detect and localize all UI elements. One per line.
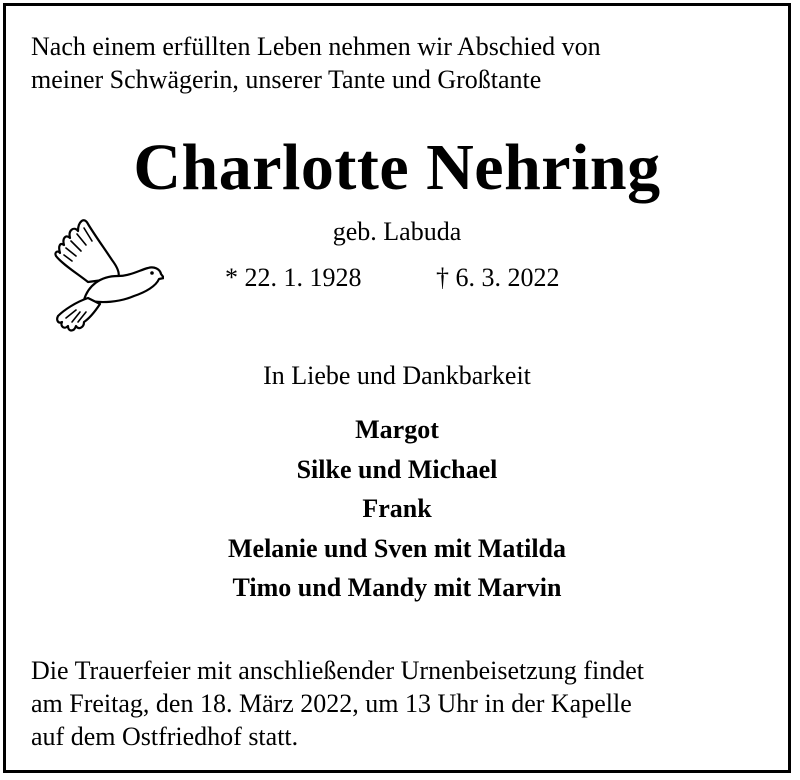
mourner-item: Margot [355, 415, 439, 444]
mourner-item: Timo und Mandy mit Marvin [232, 573, 562, 602]
thanks-line: In Liebe und Dankbarkeit [263, 361, 531, 390]
deceased-name: Charlotte Nehring [133, 131, 661, 204]
funeral-service-text: Die Trauerfeier mit anschließender Urnenbeisetzung findet am Freitag, den 18. März 2022, um 13 Uhr in der Kapelle auf dem Ostfriedhof statt. [31, 656, 644, 751]
mourner-item: Melanie und Sven mit Matilda [227, 533, 566, 563]
birth-date: * 22. 1. 1928 [225, 263, 362, 292]
mourner-item: Frank [362, 494, 432, 523]
death-date: † 6. 3. 2022 [436, 263, 560, 292]
maiden-name: geb. Labuda [332, 217, 462, 246]
mourner-item: Silke und Michael [296, 454, 498, 484]
intro-text: Nach einem erfüllten Leben nehmen wir Abschied von meiner Schwägerin, unserer Tante und Großtante [31, 32, 601, 94]
mourners-list [6, 410, 788, 608]
obituary-notice [3, 3, 791, 773]
